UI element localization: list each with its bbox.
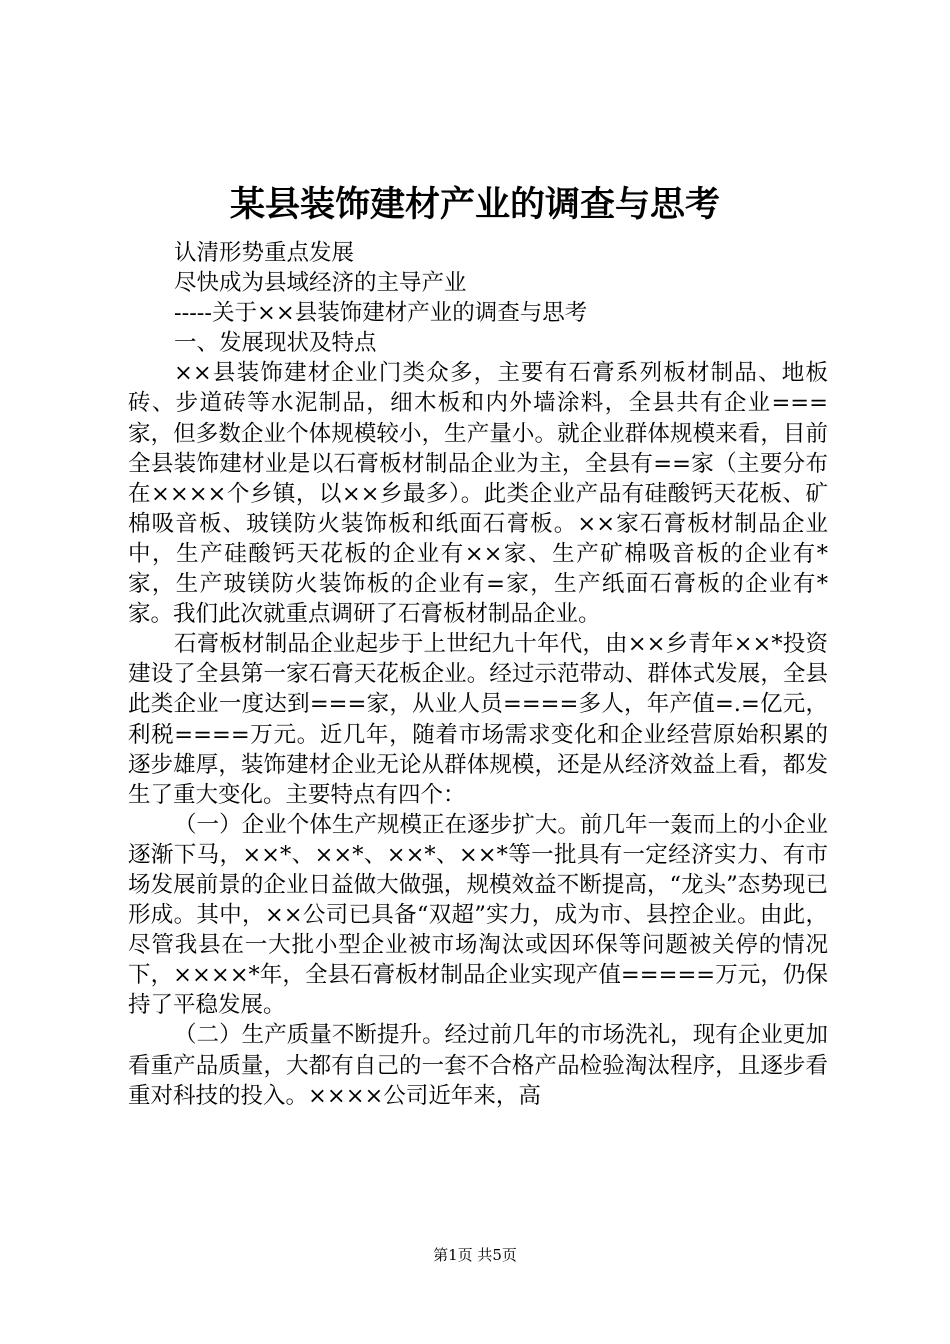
body-paragraph: （一）企业个体生产规模正在逐步扩大。前几年一轰而上的小企业逐渐下马，××*、××*、××*、××*等一批具有一定经济实力、有市场发展前景的企业日益做大做强，规模效益不断提高，“龙头”态势现已形成。其中，××公司已具备“双超”实力，成为市、县控企业。由此，尽管我县在一大批小型企业被市场淘汰或因环保等问题被关停的情况下，××××*年，全县石膏板材制品企业实现产值=====万元，仍保持了平稳发展。 [128,811,828,1019]
subtitle-line-2: 尽快成为县域经济的主导产业 [174,270,467,297]
body-paragraph: ××县装饰建材企业门类众多，主要有石膏系列板材制品、地板砖、步道砖等水泥制品，细木板和内外墙涂料，全县共有企业===家，但多数企业个体规模较小，生产量小。就企业群体规模来看，目前全县装饰建材业是以石膏板材制品企业为主，全县有==家（主要分布在××××个乡镇，以××乡最多）。此类企业产品有硅酸钙天花板、矿棉吸音板、玻镁防火装饰板和纸面石膏板。××家石膏板材制品企业中，生产硅酸钙天花板的企业有××家、生产矿棉吸音板的企业有*家，生产玻镁防火装饰板的企业有=家，生产纸面石膏板的企业有*家。我们此次就重点调研了石膏板材制品企业。 [128,360,828,628]
document-body [128,238,828,1111]
section-heading: 一、发展现状及特点 [174,330,377,357]
subtitle-line-1: 认清形势重点发展 [174,240,355,266]
subtitle-line-3: -----关于××县装饰建材产业的调查与思考 [174,300,588,327]
document-title: 某县装饰建材产业的调查与思考 [229,184,720,225]
page-footer: 第1页 共5页 [433,1246,517,1264]
body-paragraph: （二）生产质量不断提升。经过前几年的市场洗礼，现有企业更加看重产品质量，大都有自己的一套不合格产品检验淘汰程序，且逐步看重对科技的投入。××××公司近年来，高 [128,1022,828,1109]
body-paragraph: 石膏板材制品企业起步于上世纪九十年代，由××乡青年××*投资建设了全县第一家石膏天花板企业。经过示范带动、群体式发展，全县此类企业一度达到===家，从业人员====多人，年产值=.=亿元，利税====万元。近几年，随着市场需求变化和企业经营原始积累的逐步雄厚，装饰建材企业无论从群体规模，还是从经济效益上看，都发生了重大变化。主要特点有四个： [128,631,828,808]
